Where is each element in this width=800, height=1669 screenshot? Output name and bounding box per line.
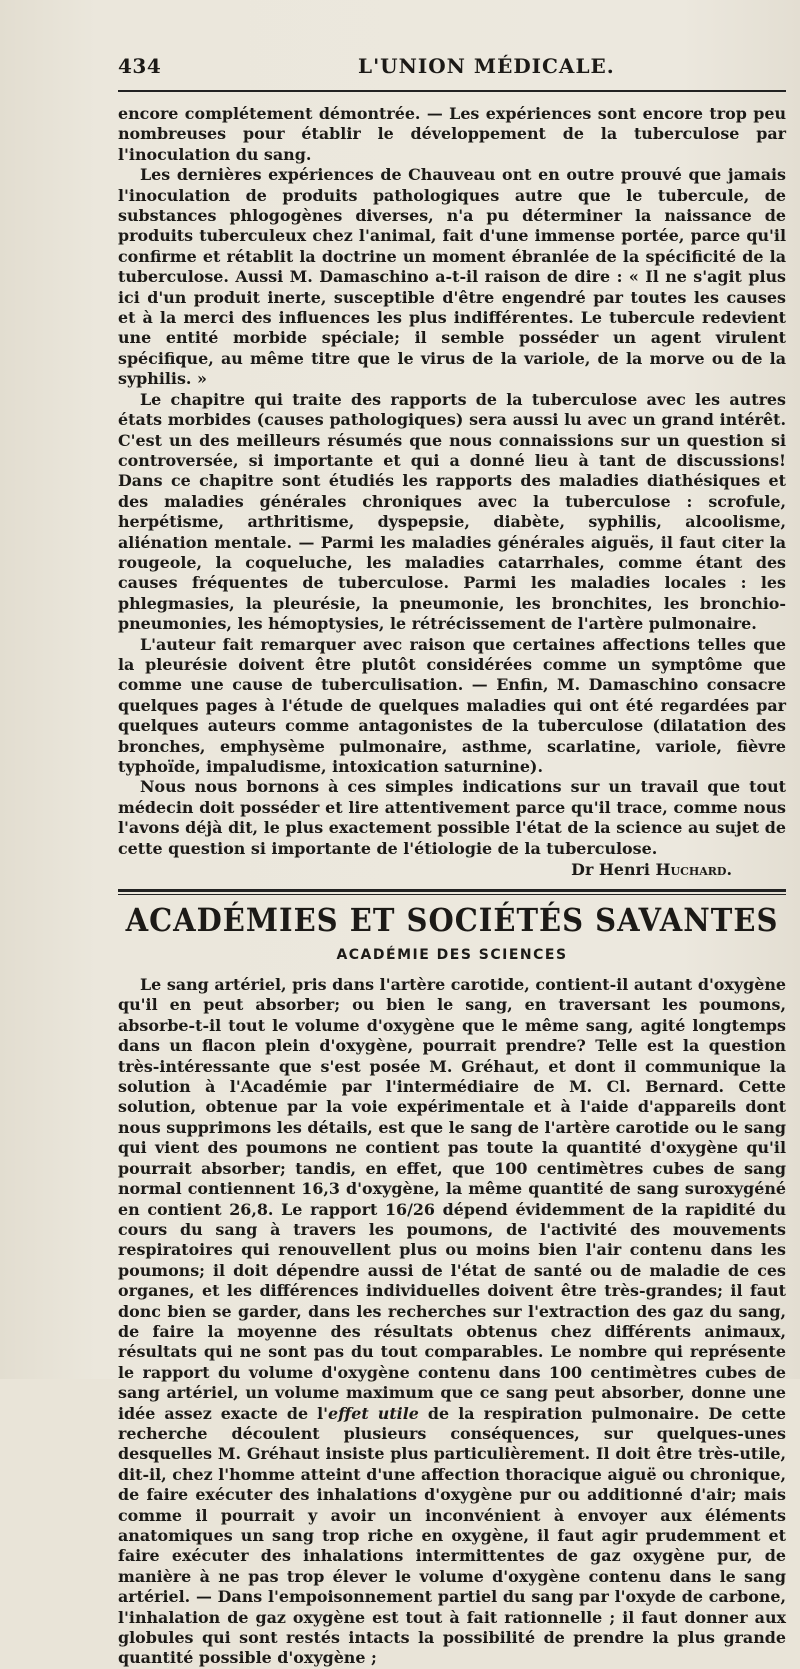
- italic-term: effet utile: [328, 1403, 419, 1423]
- review-paragraph: encore complétement démontrée. — Les expériences sont encore trop peu nombreuses pour établir le développement de la tuberculose par l'inoculation du sang.: [118, 104, 786, 164]
- page-number: 434: [118, 54, 162, 78]
- section-title: ACADÉMIES ET SOCIÉTÉS SAVANTES: [125, 901, 779, 939]
- academy-report: [118, 975, 786, 1669]
- book-review: [118, 104, 786, 881]
- page-header: [118, 50, 786, 92]
- journal-title: L'UNION MÉDICALE.: [358, 54, 615, 78]
- review-paragraph: L'auteur fait remarquer avec raison que certaines affections telles que la pleurésie doivent être plutôt considérées comme un symptôme que comme une cause de tuberculisation. — Enfin, M. Damaschino consacre quelques pages à l'étude de quelques maladies qui ont été regardées par quelques auteurs comme antagonistes de la tuberculose (dilatation des bronches, emphysème pulmonaire, asthme, scarlatine, variole, fièvre typhoïde, impaludisme, intoxication saturnine).: [118, 634, 786, 776]
- review-paragraph: Le chapitre qui traite des rapports de la tuberculose avec les autres états morbides (causes pathologiques) sera aussi lu avec un grand intérêt. C'est un des meilleurs résumés que nous connaissions sur un question si controversée, si importante et qui a donné lieu à tant de discussions! Dans ce chapitre sont étudiés les rapports des maladies diathésiques et des maladies générales chroniques avec la tuberculose : scrofule, herpétisme, arthritisme, dyspepsie, diabète, syphilis, alcoolisme, aliénation mentale. — Parmi les maladies générales aiguës, il faut citer la rougeole, la coqueluche, les maladies catarrhales, comme étant des causes fréquentes de tuberculose. Parmi les maladies locales : les phlegmasies, la pleurésie, la pneumonie, les bronchites, les bronchio-pneumonies, les hémoptysies, le rétrécissement de l'artère pulmonaire.: [118, 389, 786, 634]
- report-paragraph: [118, 975, 786, 1669]
- signature-name: Huchard.: [655, 860, 732, 880]
- section-divider: [118, 889, 786, 895]
- signature-prefix: Dr Henri: [571, 860, 656, 880]
- subsection-title: ACADÉMIE DES SCIENCES: [336, 947, 568, 964]
- report-text-part-2: de la respiration pulmonaire. De cette recherche découlent plusieurs conséquences, sur quelques-unes desquelles M. Gréhaut insiste plus particulièrement. Il doit être très-utile, dit-il, chez l'homme atteint d'une affection thoracique aiguë ou chronique, de faire exécuter des inhalations d'oxygène pur ou additionné d'air; mais comme il pourrait y avoir un inconvénient à envoyer aux éléments anatomiques un sang trop riche en oxygène, il faut agir prudemment et faire exécuter des inhalations intermittentes de gaz oxygène pur, de manière à ne pas trop élever le volume d'oxygène contenu dans le sang artériel. — Dans l'empoisonnement partiel du sang par l'oxyde de carbone, l'inhalation de gaz oxygène est tout à fait rationnelle ; il faut donner aux globules qui sont restés intacts la possibilité de prendre la plus grande quantité possible d'oxygène ;: [118, 1403, 786, 1668]
- report-text-part-1: Le sang artériel, pris dans l'artère carotide, contient-il autant d'oxygène qu'il en peut absorber; ou bien le sang, en traversant les poumons, absorbe-t-il tout le volume d'oxygène que le même sang, agité longtemps dans un flacon plein d'oxygène, pourrait prendre? Telle est la question très-intéressante que s'est posée M. Gréhaut, et dont il communique la solution à l'Académie par l'intermédiaire de M. Cl. Bernard. Cette solution, obtenue par la voie expérimentale et à l'aide d'appareils dont nous supprimons les détails, est que le sang de l'artère carotide ou le sang qui vient des poumons ne contient pas toute la quantité d'oxygène qu'il pourrait absorber; tandis, en effet, que 100 centimètres cubes de sang normal contiennent 16,3 d'oxygène, la même quantité de sang suroxygéné en contient 26,8. Le rapport 16/26 dépend évidemment de la rapidité du cours du sang à travers les poumons, de l'activité des mouvements respiratoires qui renouvellent plus ou moins bien l'air contenu dans les poumons; il doit dépendre aussi de l'état de santé ou de maladie de ces organes, et les différences individuelles doivent être très-grandes; il faut donc bien se garder, dans les recherches sur l'extraction des gaz du sang, de faire la moyenne des résultats obtenus chez différents animaux, résultats qui ne sont pas du tout comparables. Le nombre qui représente le rapport du volume d'oxygène contenu dans 100 centimètres cubes de sang artériel, un volume maximum que ce sang peut absorber, donne une idée assez exacte de l': [118, 975, 786, 1423]
- review-paragraph: Les dernières expériences de Chauveau ont en outre prouvé que jamais l'inoculation de produits pathologiques autre que le tubercule, de substances phlogogènes diverses, n'a pu déterminer la naissance de produits tuberculeux chez l'animal, fait d'une immense portée, parce qu'il confirme et rétablit la doctrine un moment ébranlée de la spécificité de la tuberculose. Aussi M. Damaschino a-t-il raison de dire : « Il ne s'agit plus ici d'un produit inerte, susceptible d'être engendré par toutes les causes et à la merci des influences les plus indifférentes. Le tubercule redevient une entité morbide spéciale; il semble posséder un agent virulent spécifique, au même titre que le virus de la variole, de la morve ou de la syphilis. »: [118, 165, 786, 389]
- review-paragraph: Nous nous bornons à ces simples indications sur un travail que tout médecin doit posséder et lire attentivement parce qu'il trace, comme nous l'avons déjà dit, le plus exactement possible l'état de la science au sujet de cette question si importante de l'étiologie de la tuberculose.: [118, 777, 786, 858]
- author-signature: [118, 859, 732, 881]
